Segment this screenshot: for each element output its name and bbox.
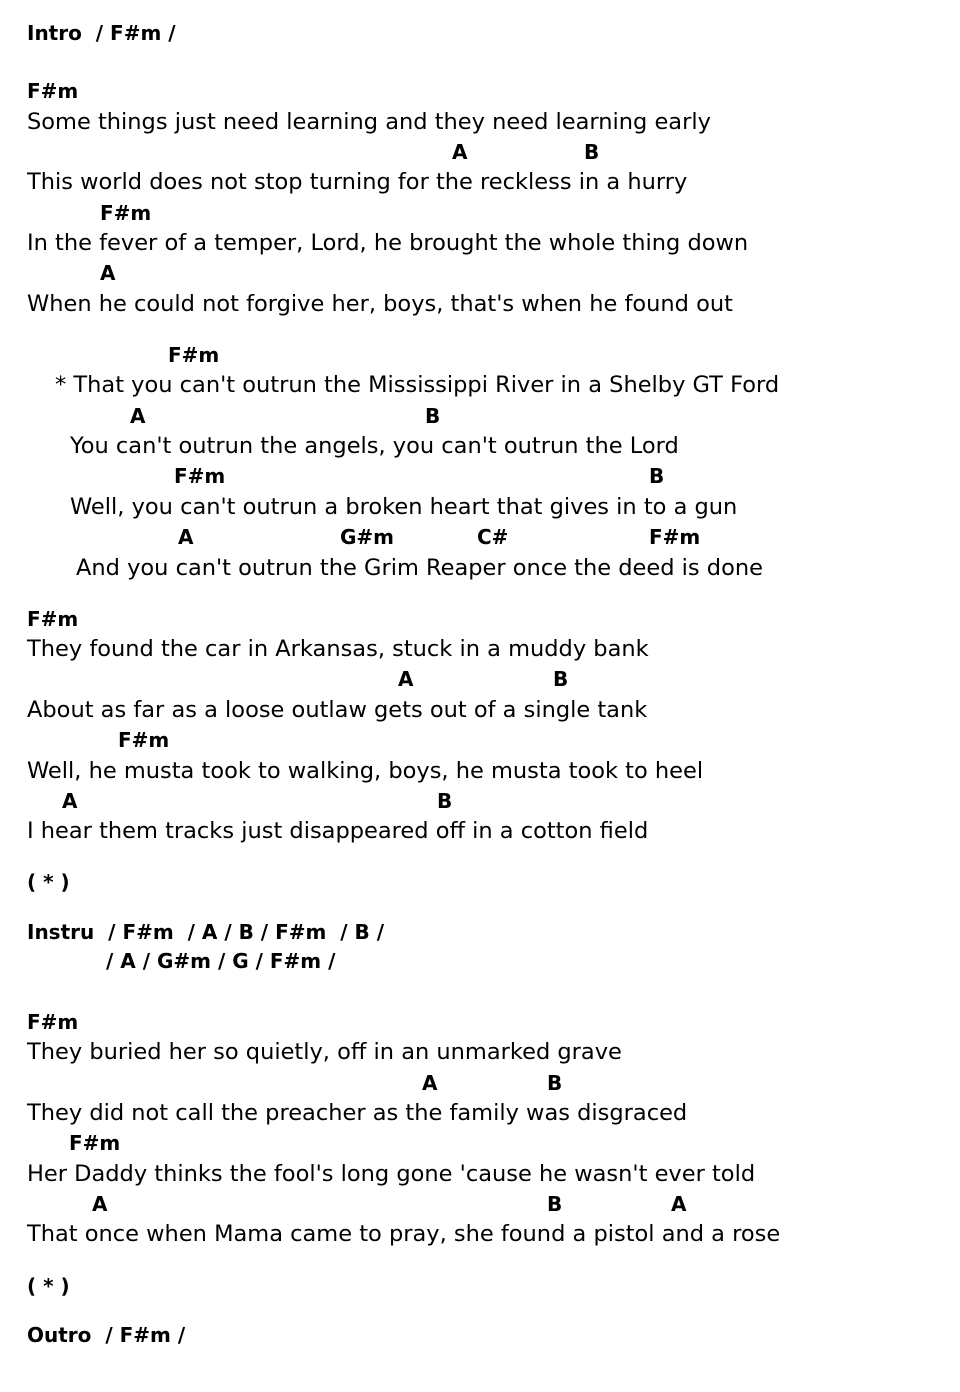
verse2-lyric-line-3: Well, he musta took to walking, boys, he musta took to heel (27, 758, 704, 784)
chorus-chord: F#m (168, 343, 220, 367)
verse1-lyric-line-4: When he could not forgive her, boys, that's when he found out (27, 291, 733, 317)
verse3-chord: B (547, 1192, 563, 1216)
verse3-chord: A (92, 1192, 108, 1216)
chorus-lyric-line-1: * That you can't outrun the Mississippi River in a Shelby GT Ford (55, 372, 780, 398)
chorus-chord: B (649, 464, 665, 488)
verse1-chord-line-1: F#m (27, 79, 79, 103)
verse2-chord: F#m (27, 607, 79, 631)
chorus-chord: C# (477, 525, 509, 549)
verse3-chord: F#m (69, 1131, 121, 1155)
verse3-lyric-line-2: They did not call the preacher as the family was disgraced (27, 1100, 688, 1126)
instrumental-line-1: Instru / F#m / A / B / F#m / B / (27, 920, 385, 944)
verse3-chord: F#m (27, 1010, 79, 1034)
verse1-lyric-line-2: This world does not stop turning for the reckless in a hurry (27, 169, 688, 195)
intro-line: Intro / F#m / (27, 21, 176, 45)
verse3-chord: A (422, 1071, 438, 1095)
verse2-chord: A (62, 789, 78, 813)
verse3-lyric-line-4: That once when Mama came to pray, she found a pistol and a rose (27, 1221, 781, 1247)
verse2-chord: B (437, 789, 453, 813)
chorus-lyric-line-4: And you can't outrun the Grim Reaper once the deed is done (76, 555, 763, 581)
verse2-chord: F#m (118, 728, 170, 752)
verse1-chord: F#m (100, 201, 152, 225)
verse3-lyric-line-3: Her Daddy thinks the fool's long gone 'cause he wasn't ever told (27, 1161, 756, 1187)
instrumental-line-2: / A / G#m / G / F#m / (106, 949, 336, 973)
chorus-chord: F#m (649, 525, 701, 549)
chorus-chord: G#m (340, 525, 395, 549)
verse1-lyric-line-3: In the fever of a temper, Lord, he brought the whole thing down (27, 230, 749, 256)
chorus-reference: ( * ) (27, 870, 70, 894)
chorus-chord: A (130, 404, 146, 428)
verse2-lyric-line-1: They found the car in Arkansas, stuck in a muddy bank (27, 636, 649, 662)
verse2-chord: B (553, 667, 569, 691)
chorus-chord: F#m (174, 464, 226, 488)
verse2-lyric-line-4: I hear them tracks just disappeared off in a cotton field (27, 818, 649, 844)
chorus-lyric-line-2: You can't outrun the angels, you can't outrun the Lord (70, 433, 679, 459)
verse2-chord: A (398, 667, 414, 691)
chorus-chord: B (425, 404, 441, 428)
chorus-chord: A (178, 525, 194, 549)
chorus-lyric-line-3: Well, you can't outrun a broken heart that gives in to a gun (70, 494, 738, 520)
verse3-chord: A (671, 1192, 687, 1216)
outro-line: Outro / F#m / (27, 1323, 186, 1347)
verse3-chord: B (547, 1071, 563, 1095)
verse3-lyric-line-1: They buried her so quietly, off in an unmarked grave (27, 1039, 622, 1065)
verse1-lyric-line-1: Some things just need learning and they need learning early (27, 109, 711, 135)
verse1-chord: B (584, 140, 600, 164)
verse1-chord: A (452, 140, 468, 164)
chorus-reference: ( * ) (27, 1274, 70, 1298)
verse2-lyric-line-2: About as far as a loose outlaw gets out of a single tank (27, 697, 648, 723)
verse1-chord: A (100, 261, 116, 285)
